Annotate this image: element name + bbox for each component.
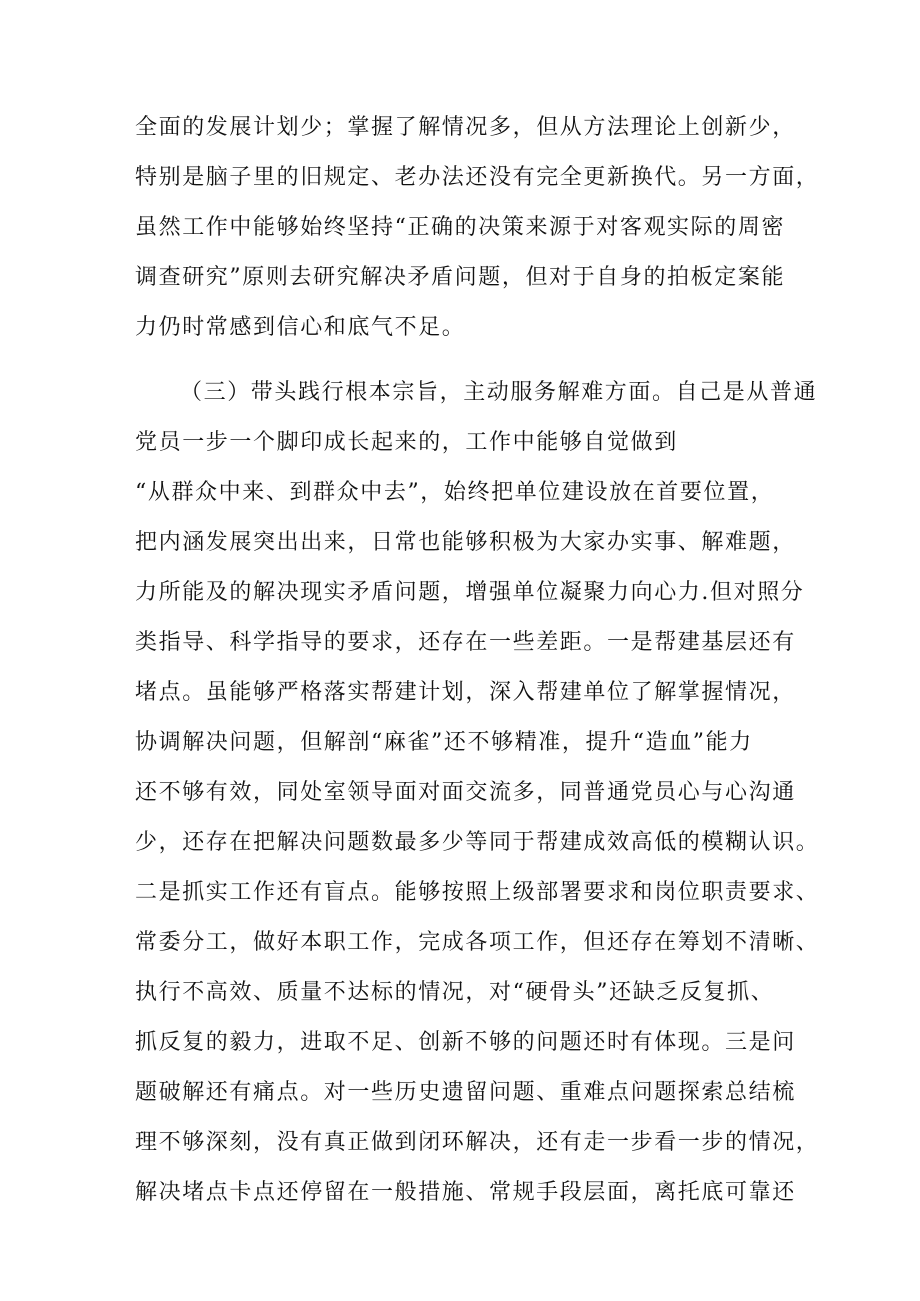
- text-line: “从群众中来、到群众中去”，始终把单位建设放在首要位置，: [135, 480, 775, 505]
- section-heading-line: （三）带头践行根本宗旨，主动服务解难方面。自己是从普通: [180, 380, 818, 405]
- text-line: 特别是脑子里的旧规定、老办法还没有完全更新换代。另一方面，: [135, 165, 820, 190]
- text-line: 二是抓实工作还有盲点。能够按照上级部署要求和岗位职责要求、: [135, 880, 820, 905]
- text-line: 把内涵发展突出出来，日常也能够积极为大家办实事、解难题，: [135, 530, 796, 555]
- text-line: 全面的发展计划少；掌握了解情况多，但从方法理论上创新少，: [135, 115, 796, 140]
- text-line: 类指导、科学指导的要求，还存在一些差距。一是帮建基层还有: [135, 630, 796, 655]
- text-line: 抓反复的毅力，进取不足、创新不够的问题还时有体现。三是问: [135, 1030, 796, 1055]
- text-line: 力仍时常感到信心和底气不足。: [135, 315, 466, 340]
- text-line: 理不够深刻，没有真正做到闭环解决，还有走一步看一步的情况，: [135, 1130, 820, 1155]
- text-line: 调查研究”原则去研究解决矛盾问题，但对于自身的拍板定案能: [135, 265, 786, 290]
- text-line: 解决堵点卡点还停留在一般措施、常规手段层面，离托底可靠还: [135, 1180, 796, 1205]
- text-line: 堵点。虽能够严格落实帮建计划，深入帮建单位了解掌握情况，: [135, 680, 796, 705]
- text-line: 题破解还有痛点。对一些历史遗留问题、重难点问题探索总结梳: [135, 1080, 796, 1105]
- text-line: 党员一步一个脚印成长起来的，工作中能够自觉做到: [135, 430, 678, 455]
- text-line: 虽然工作中能够始终坚持“正确的决策来源于对客观实际的周密: [135, 215, 786, 240]
- text-line: 还不够有效，同处室领导面对面交流多，同普通党员心与心沟通: [135, 780, 796, 805]
- text-line: 协调解决问题，但解剖“麻雀”还不够精准，提升“造血”能力: [135, 730, 753, 755]
- text-line: 常委分工，做好本职工作，完成各项工作，但还存在筹划不清晰、: [135, 930, 820, 955]
- text-line: 少，还存在把解决问题数最多少等同于帮建成效高低的模糊认识。: [135, 830, 820, 855]
- text-line: 力所能及的解决现实矛盾问题，增强单位凝聚力向心力.但对照分: [135, 580, 805, 605]
- text-line: 执行不高效、质量不达标的情况，对“硬骨头”还缺乏反复抓、: [135, 980, 775, 1005]
